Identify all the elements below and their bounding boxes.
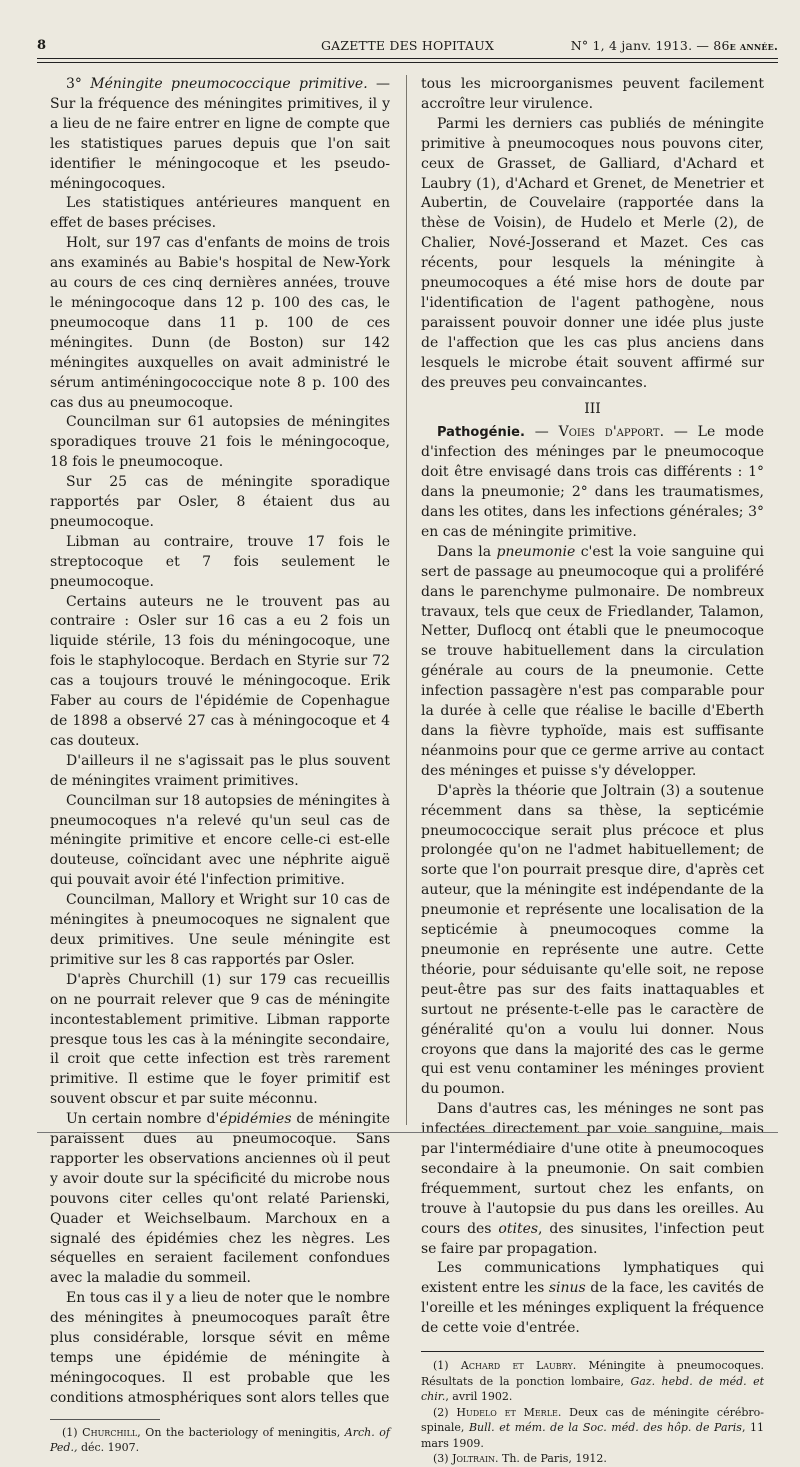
journal-title: GAZETTE DES HOPITAUX	[320, 38, 495, 53]
page-bottom-rule	[37, 1132, 778, 1133]
issue-info	[571, 38, 778, 53]
paragraph: 3° Méningite pneumococcique primitive. — Sur la fréquence des méningites primitives, il y a lieu de ne faire entrer en ligne de compte que les statistiques parues depuis que l'on sait identifier le méningocoque et les pseudo-méningocoques.	[50, 76, 390, 192]
section-numeral: III	[584, 400, 601, 417]
issue-year-suffix: e année.	[729, 40, 778, 53]
paragraph: Dans d'autres cas, les méninges ne sont pas infectées directement par voie sanguine, mais par l'intermédiaire d'une otite à pneumocoques secondaire à la pneumonie. On sait combien fréquemment, surtout chez les enfants, on trouve à l'autopsie du pus dans les oreilles. Au cours des otites, des sinusites, l'infection peut se faire par propagation.	[421, 1101, 765, 1257]
paragraph: Dans la pneumonie c'est la voie sanguine qui sert de passage au pneumocoque qui a proliféré dans le parenchyme pulmonaire. De nombreux travaux, tels que ceux de Friedlander, Talamon, Netter, Duflocq ont établi que le pneumocoque se trouve habituellement dans la circulation générale au cours de la pneumonie. Cette infection passagère n'est pas comparable pour la durée à celle que réalise le bacille d'Eberth dans la fièvre typhoïde, mais est suffisante néanmoins pour que ce germe arrive au contact des méninges et puisse s'y développer.	[421, 543, 764, 779]
footnote: (2) Hudelo et Merle. Deux cas de méningite cérébro-spinale, Bull. et mém. de la Soc. méd. des hôp. de Paris, 11 mars 1909.	[421, 1405, 764, 1450]
paragraph: Councilman sur 61 autopsies de méningites sporadiques trouve 21 fois le méningocoque, 18 fois le pneumocoque.	[50, 414, 390, 471]
issue-date: N° 1, 4 janv. 1913. — 86	[570, 38, 730, 53]
footnotes	[421, 1358, 764, 1467]
section-heading-paragraph: Pathogénie. — Voies d'apport. — Le mode d'infection des méninges par le pneumocoque doit être envisagé dans trois cas différents : 1° dans la pneumonie; 2° dans les traumatismes, dans les otites, dans les infections générales; 3° en cas de méningite primitive.	[421, 424, 765, 540]
left-column	[50, 75, 390, 1456]
page-header	[37, 34, 778, 56]
footnote: (3) Joltrain. Th. de Paris, 1912.	[433, 1452, 607, 1466]
paragraph: D'après la théorie que Joltrain (3) a soutenue récemment dans sa thèse, la septicémie pneumococcique serait plus précoce et plus prolongée qu'on ne l'admet habituellement; de sorte que l'on pourrait presque dire, d'après cet auteur, que la méningite est indépendante de la pneumonie et représente une localisation de la septicémie à pneumocoques comme la pneumonie en représente une autre. Cette théorie, pour séduisante qu'elle soit, ne repose peut-être pas sur des faits inattaquables et surtout ne présente-t-elle pas le caractère de généralité qu'on a voulu lui donner. Nous croyons que dans la majorité des cas le germe qui est venu contaminer les méninges provient du poumon.	[421, 782, 764, 1098]
article-end-rule	[421, 1351, 764, 1352]
footnote: (1) Churchill, On the bacteriology of meningitis, Arch. of Ped., déc. 1907.	[50, 1425, 391, 1455]
paragraph: Certains auteurs ne le trouvent pas au contraire : Osler sur 16 cas a eu 2 fois un liquide stérile, 13 fois du méningocoque, une fois le staphylocoque. Berdach en Styrie sur 72 cas a toujours trouvé le méningocoque. Erik Faber au cours de l'épidémie de Copenhague de 1898 a observé 27 cas à méningocoque et 4 cas douteux.	[50, 593, 390, 749]
paragraph: Holt, sur 197 cas d'enfants de moins de trois ans examinés au Babie's hospital de New-York au cours de ces cinq dernières années, trouve le méningocoque dans 12 p. 100 des cas, le pneumocoque dans 11 p. 100 de ces méningites. Dunn (de Boston) sur 142 méningites auxquelles on avait administré le sérum antiméningococcique note 8 p. 100 des cas dus au pneumocoque.	[50, 235, 390, 411]
right-column	[421, 75, 764, 1467]
paragraph: tous les microorganismes peuvent facilement accroître leur virulence.	[421, 76, 764, 112]
paragraph: Parmi les derniers cas publiés de méningite primitive à pneumocoques nous pouvons citer, ceux de Grasset, de Galliard, d'Achard et Laubry (1), d'Achard et Grenet, de Menetrier et Aubertin, de Couvelaire (rapportée dans la thèse de Voisin), de Hudelo et Merle (2), de Chalier, Nové-Josserand et Mazet. Ces cas récents, pour lesquels la méningite à pneumocoques a été mise hors de doute par l'identification de l'agent pathogène, nous paraissent pouvoir donner une idée plus juste de l'affection que les cas plus anciens dans lesquels le microbe était souvent affirmé sur des preuves peu convaincantes.	[421, 115, 764, 391]
section-heading: Pathogénie.	[437, 425, 525, 441]
paragraph: D'après Churchill (1) sur 179 cas recueillis on ne pourrait relever que 9 cas de méningite incontestablement primitive. Libman rapporte presque tous les cas à la méningite secondaire, il croit que cette infection est très rarement primitive. Il estime que le foyer primitif est souvent obscur et par suite méconnu.	[50, 971, 390, 1108]
page-number: 8	[37, 38, 47, 53]
header-double-rule	[37, 58, 778, 63]
paragraph: En tous cas il y a lieu de noter que le nombre des méningites à pneumocoques paraît être plus considérable, lorsque sévit en même temps une épidémie de méningite à méningocoques. Il est probable que les conditions atmosphériques sont alors telles que	[50, 1290, 390, 1406]
paragraph: Councilman, Mallory et Wright sur 10 cas de méningites à pneumocoques ne signalent que deux primitives. Une seule méningite est primitive sur les 8 cas rapportés par Osler.	[50, 892, 390, 968]
column-divider	[406, 75, 407, 1125]
paragraph: D'ailleurs il ne s'agissait pas le plus souvent de méningites vraiment primitives.	[50, 752, 390, 789]
footnote: (1) Achard et Laubry. Méningite à pneumocoques. Résultats de la ponction lombaire, Gaz. hebd. de méd. et chir., avril 1902.	[421, 1359, 765, 1404]
footnotes	[50, 1425, 390, 1456]
paragraph: Sur 25 cas de méningite sporadique rapportés par Osler, 8 étaient dus au pneumocoque.	[50, 474, 390, 530]
subheading: Voies d'apport.	[558, 424, 665, 441]
paragraph: Un certain nombre d'épidémies de méningite paraissent dues au pneumocoque. Sans rapporter les observations anciennes où il peut y avoir doute sur la spécificité du microbe nous pouvons citer celles qu'ont relaté Parienski, Quader et Weichselbaum. Marchoux en a signalé des épidémies chez les nègres. Les séquelles en seraient facilement confondues avec la maladie du sommeil.	[50, 1111, 391, 1287]
paragraph: Libman au contraire, trouve 17 fois le streptocoque et 7 fois seulement le pneumocoque.	[50, 533, 390, 590]
paragraph: Les communications lymphatiques qui existent entre les sinus de la face, les cavités de l'oreille et les méninges expliquent la fréquence de cette voie d'entrée.	[421, 1260, 764, 1337]
paragraph: Les statistiques antérieures manquent en effet de bases précises.	[50, 195, 390, 232]
footnote-rule	[50, 1419, 160, 1420]
paragraph: Councilman sur 18 autopsies de méningites à pneumocoques n'a relevé qu'un seul cas de méningite primitive et encore celle-ci est-elle douteuse, coïncidant avec une néphrite aiguë qui pouvait avoir été l'infection primitive.	[50, 792, 390, 889]
